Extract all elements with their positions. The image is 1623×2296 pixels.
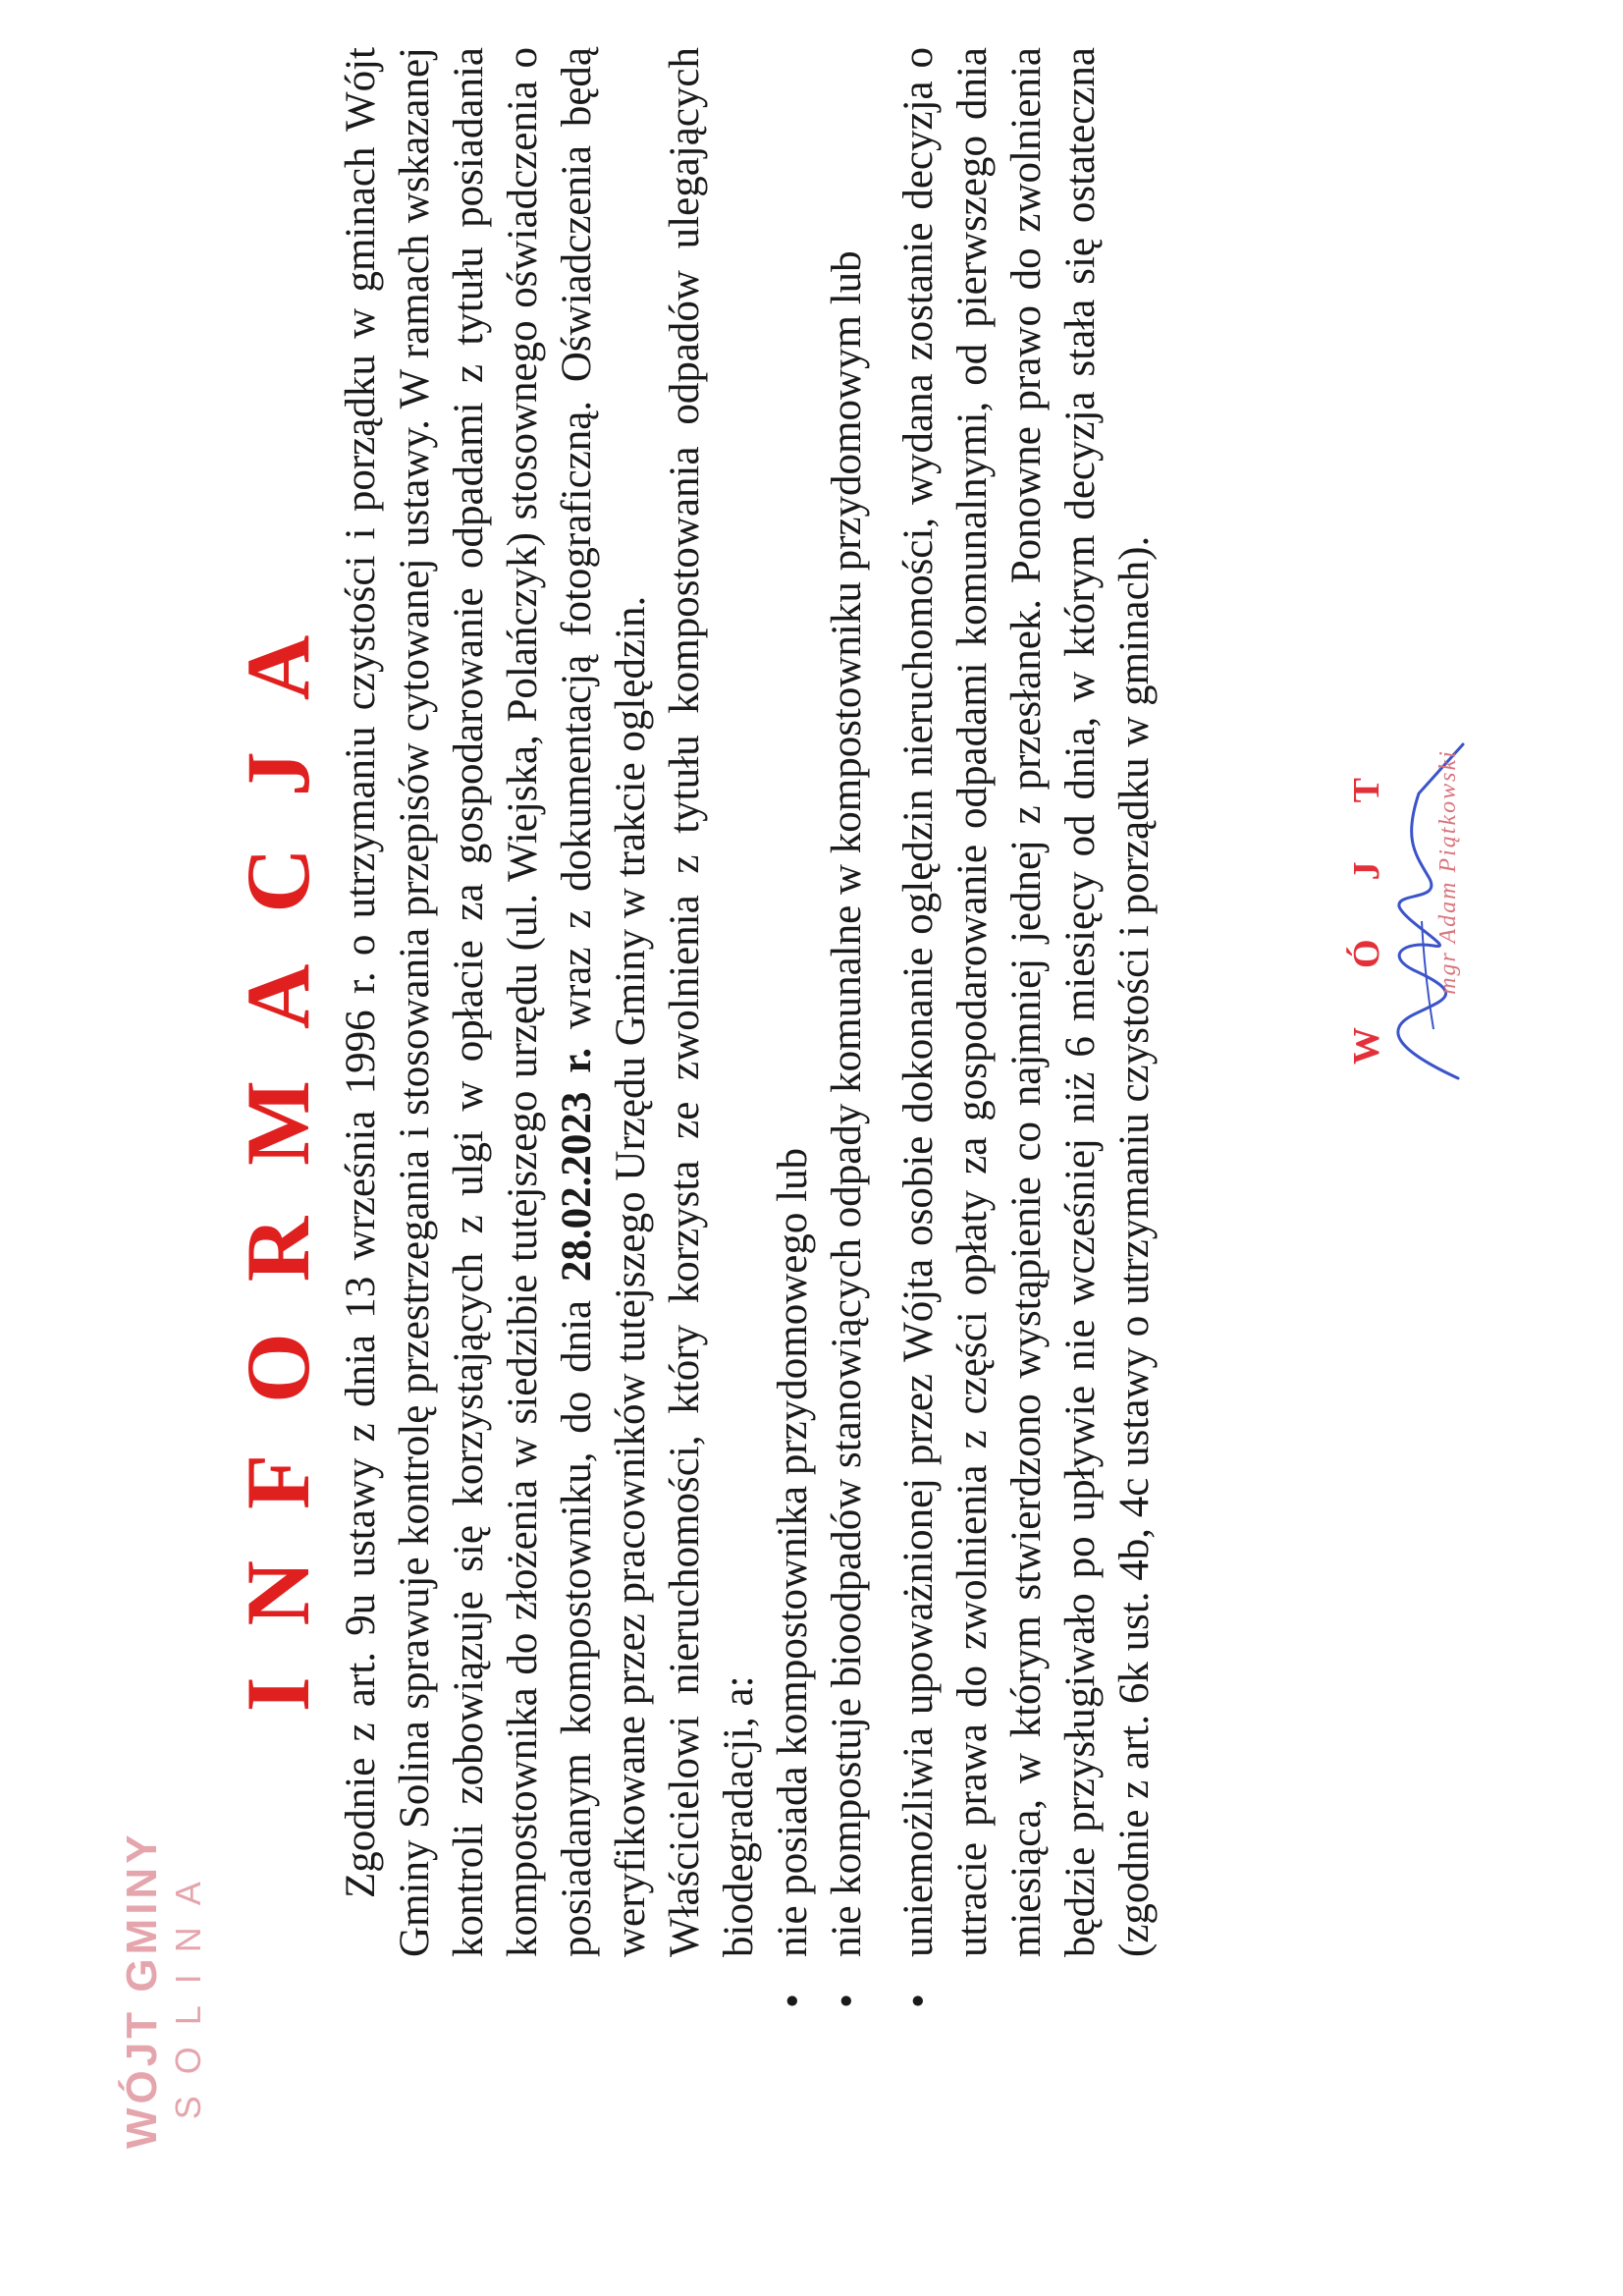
- office-stamp: [118, 1831, 208, 2149]
- consequence-list: [892, 47, 1162, 1957]
- condition-list: [766, 47, 874, 1957]
- owner-paragraph: Właścicielowi nieruchomości, który korzysta ze zwolnienia z tytułu kompostowania odpadów ulegających biodegradacji, a:: [662, 47, 762, 1957]
- signature-name-stamp: mgr Adam Piątkowski: [1435, 749, 1461, 995]
- office-stamp-line1: WÓJT GMINY: [118, 1831, 166, 2149]
- office-stamp-line2: SOLINA: [167, 1860, 208, 2120]
- signature-title-stamp: WÓJT: [1346, 719, 1387, 1065]
- handwritten-signature: [1375, 735, 1483, 1088]
- list-item: • nie kompostuje bioodpadów stanowiących odpady komunalne w kompostowniku przydomowym lub: [820, 47, 874, 1957]
- list-item: • nie posiada kompostownika przydomowego lub: [766, 47, 820, 1957]
- document-body: [334, 47, 1162, 1957]
- signature-block: [1345, 617, 1542, 1167]
- deadline-date: 28.02.2023 r.: [554, 1047, 600, 1283]
- list-item: • uniemożliwia upoważnionej przez Wójta osobie dokonanie oględzin nieruchomości, wydana zostanie decyzja o utracie prawa do zwolnienia z części opłaty za gospodarowanie odpadami komunalnymi, od pierwszego dnia miesiąca, w którym stwierdzono wystąpienie co najmniej jednej z przesłanek. Ponowne prawo do zwolnienia będzie przysługiwało po upływie nie wcześniej niż 6 miesięcy od dnia, w którym decyzja stała się ostateczna (zgodnie z art. 6k ust. 4b, 4c ustawy o utrzymaniu czystości i porządku w gminach).: [892, 47, 1162, 1957]
- intro-text-2: wraz z dokumentacją fotograficzną. Oświadczenia będą weryfikowane przez pracowników tutejszego Urzędu Gminy w trakcie oględzin.: [554, 46, 654, 1957]
- intro-text-1: Zgodnie z art. 9u ustawy z dnia 13 września 1996 r. o utrzymaniu czystości i porządku w gminach Wójt Gminy Solina sprawuje kontrolę przestrzegania i stosowania przepisów cytowanej ustawy. W ramach wskazanej kontroli zobowiązuje się korzystających z ulgi w opłacie za gospodarowanie odpadami z tytułu posiadania kompostownika do złożenia w siedzibie tutejszego urzędu (ul. Wiejska, Polańczyk) stosownego oświadczenia o posiadanym kompostowniku, do dnia: [338, 47, 600, 1957]
- intro-paragraph: [334, 47, 658, 1957]
- document-title: INFORMACJA: [228, 583, 328, 1713]
